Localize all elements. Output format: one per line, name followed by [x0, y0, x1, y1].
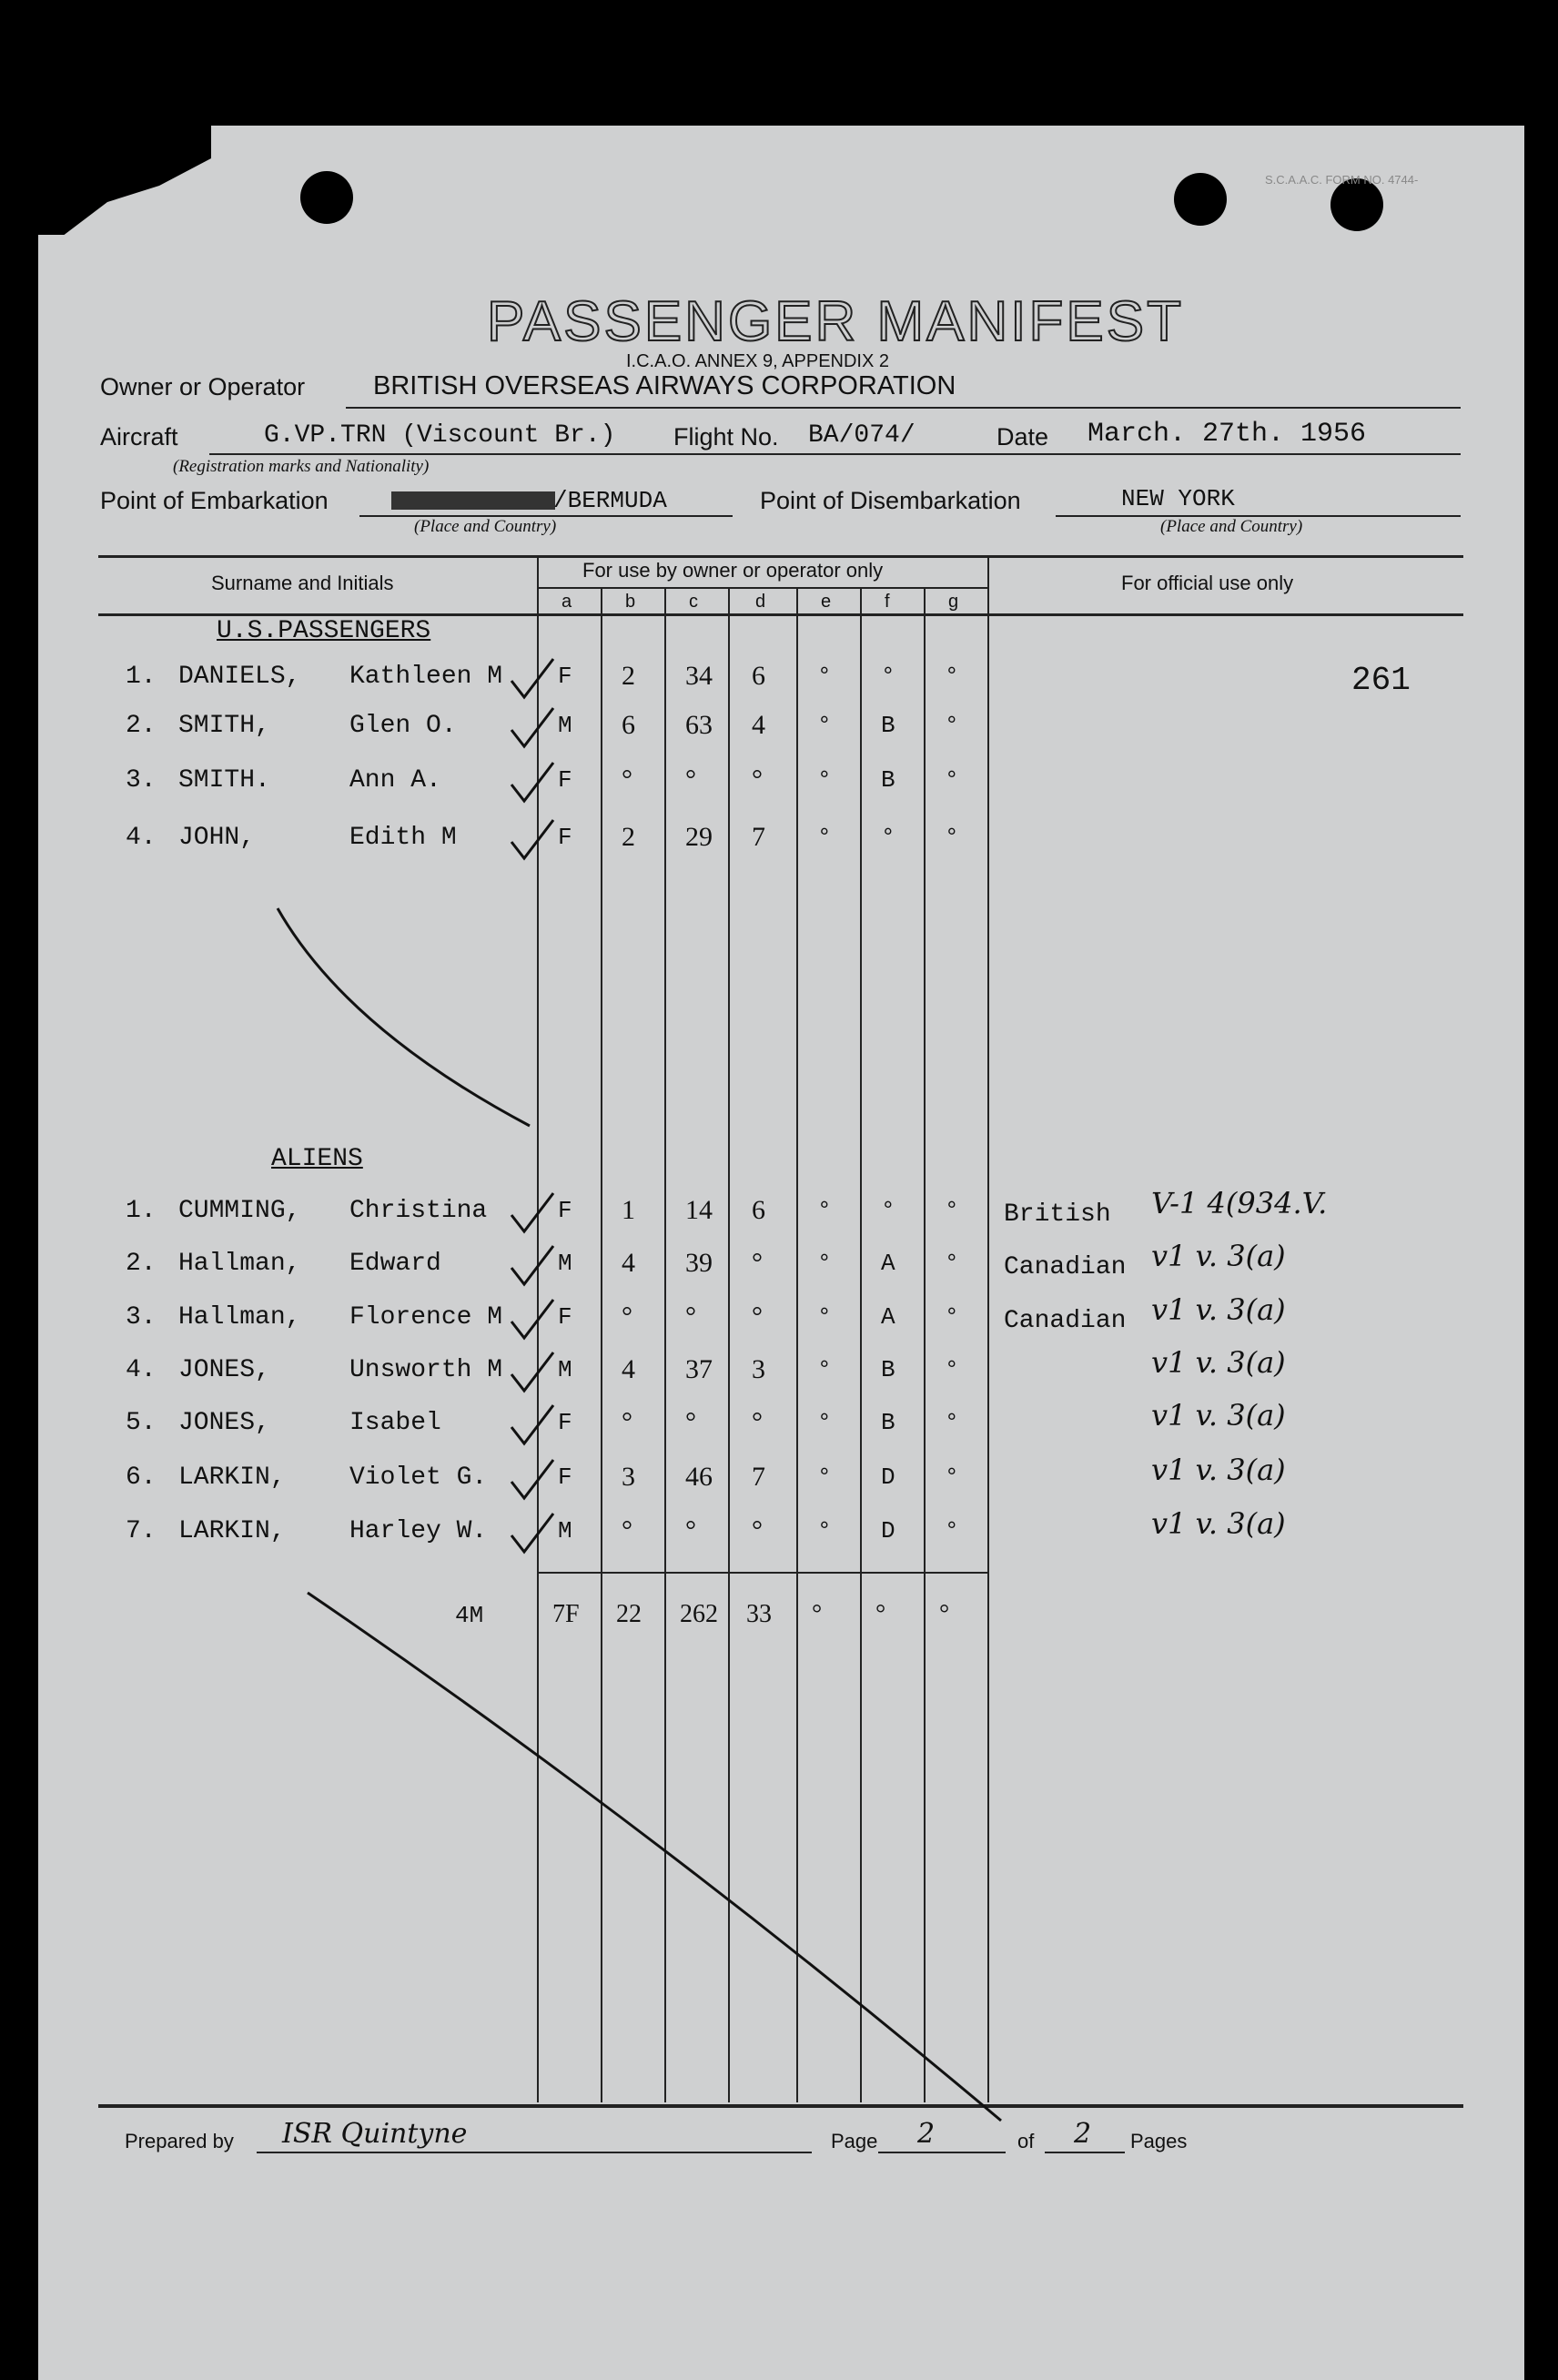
owner-label: Owner or Operator — [100, 373, 306, 400]
strike-line-top — [278, 908, 530, 1126]
cell-a: F — [558, 766, 572, 794]
row-number: 3. — [126, 1303, 157, 1332]
cell-a: M — [558, 1517, 572, 1544]
row-number: 2. — [126, 712, 157, 740]
cell-e: ° — [817, 1517, 832, 1544]
cell-c: ° — [685, 1301, 696, 1332]
prepared-label: Prepared by — [125, 2130, 234, 2152]
official-handwritten-note: V-1 4(934.V. — [1151, 1186, 1328, 1220]
form-number: S.C.A.A.C. FORM NO. 4744- — [1265, 173, 1419, 187]
row-number: 1. — [126, 1197, 157, 1225]
page-label: Page — [831, 2130, 878, 2152]
subcol-letter-g: g — [948, 592, 959, 612]
passenger-surname: CUMMING, — [178, 1197, 301, 1225]
cell-d: 4 — [752, 710, 765, 740]
cell-b: 1 — [622, 1195, 635, 1225]
cell-c: ° — [685, 1407, 696, 1437]
cell-g: ° — [945, 1409, 959, 1436]
cell-e: ° — [817, 1463, 832, 1491]
cell-f: D — [881, 1463, 895, 1491]
passenger-given-name: Christina — [349, 1197, 488, 1225]
cell-b: 6 — [622, 710, 635, 740]
cell-g: ° — [945, 1197, 959, 1224]
subcol-letter-c: c — [689, 592, 698, 612]
passenger-surname: SMITH, — [178, 712, 270, 740]
cell-e: ° — [817, 1409, 832, 1436]
cell-c: 63 — [685, 710, 713, 740]
col-header-owner: For use by owner or operator only — [582, 559, 884, 582]
cell-a: F — [558, 824, 572, 851]
page-underline — [878, 2152, 1006, 2153]
cell-b: ° — [622, 1301, 632, 1332]
cell-b: 4 — [622, 1248, 635, 1278]
passenger-surname: Hallman, — [178, 1250, 301, 1278]
disembarkation-value: NEW YORK — [1121, 485, 1235, 512]
cell-a: M — [558, 712, 572, 739]
cell-g: ° — [945, 1356, 959, 1383]
cell-g: ° — [945, 712, 959, 739]
cell-g: ° — [945, 1517, 959, 1544]
cell-f: ° — [881, 663, 895, 690]
cell-g: ° — [945, 1303, 959, 1331]
subcol-letter-e: e — [821, 592, 832, 612]
disembarkation-note: (Place and Country) — [1160, 517, 1303, 536]
totals-cell-b: 22 — [616, 1600, 642, 1628]
pages-label: Pages — [1130, 2130, 1188, 2152]
passenger-surname: Hallman, — [178, 1303, 301, 1332]
cell-d: ° — [752, 1407, 763, 1437]
passenger-surname: LARKIN, — [178, 1517, 286, 1545]
cell-f: A — [881, 1250, 895, 1277]
cell-g: ° — [945, 663, 959, 690]
aliens-section-heading: ALIENS — [271, 1145, 363, 1173]
date-value: March. 27th. 1956 — [1088, 419, 1367, 450]
row-number: 4. — [126, 1356, 157, 1384]
subcol-letter-a: a — [561, 592, 572, 612]
cell-e: ° — [817, 766, 832, 794]
cell-e: ° — [817, 1250, 832, 1277]
cell-e: ° — [817, 1197, 832, 1224]
cell-d: 6 — [752, 661, 765, 691]
cell-f: B — [881, 1356, 895, 1383]
us-section-heading: U.S.PASSENGERS — [217, 617, 431, 645]
cell-f: A — [881, 1303, 895, 1331]
cell-d: 3 — [752, 1354, 765, 1384]
nationality: Canadian — [1004, 1307, 1127, 1335]
cell-c: ° — [685, 1515, 696, 1545]
cell-b: ° — [622, 1515, 632, 1545]
cell-e: ° — [817, 712, 832, 739]
totals-cell-a: 7F — [552, 1600, 580, 1628]
passenger-given-name: Ann A. — [349, 766, 441, 795]
cell-a: F — [558, 663, 572, 690]
passenger-surname: SMITH. — [178, 766, 270, 795]
cell-a: F — [558, 1303, 572, 1331]
row-number: 1. — [126, 663, 157, 691]
passenger-surname: JONES, — [178, 1356, 270, 1384]
aircraft-value: G.VP.TRN (Viscount Br.) — [264, 421, 616, 450]
cell-d: 6 — [752, 1195, 765, 1225]
official-handwritten-note: v1 v. 3(a) — [1151, 1292, 1286, 1327]
prepared-underline — [257, 2152, 812, 2153]
flight-label: Flight No. — [673, 423, 779, 451]
document-title: PASSENGER MANIFEST — [487, 290, 1184, 353]
flight-value: BA/074/ — [808, 421, 916, 450]
totals-cell-c: 262 — [680, 1600, 718, 1628]
passenger-given-name: Glen O. — [349, 712, 457, 740]
passenger-given-name: Edith M — [349, 824, 457, 852]
subcol-letter-d: d — [755, 592, 766, 612]
document-subtitle: I.C.A.O. ANNEX 9, APPENDIX 2 — [626, 351, 889, 371]
embarkation-note: (Place and Country) — [414, 517, 557, 536]
cell-c: 39 — [685, 1248, 713, 1278]
row-number: 4. — [126, 824, 157, 852]
cell-b: 4 — [622, 1354, 635, 1384]
cell-b: 3 — [622, 1462, 635, 1492]
passenger-given-name: Edward — [349, 1250, 441, 1278]
cell-e: ° — [817, 1356, 832, 1383]
cell-b: ° — [622, 765, 632, 795]
col-header-official: For official use only — [1121, 572, 1294, 594]
official-handwritten-note: v1 v. 3(a) — [1151, 1239, 1286, 1273]
cell-f: D — [881, 1517, 895, 1544]
cell-e: ° — [817, 663, 832, 690]
strike-line-bottom — [308, 1593, 1001, 2121]
disembarkation-label: Point of Disembarkation — [760, 487, 1021, 514]
passenger-given-name: Unsworth M — [349, 1356, 503, 1384]
prepared-signature: ISR Quintyne — [282, 2118, 468, 2150]
cell-d: ° — [752, 765, 763, 795]
cell-f: ° — [881, 1197, 895, 1224]
totals-cell-f: ° — [875, 1600, 886, 1628]
cell-f: B — [881, 1409, 895, 1436]
registration-note: (Registration marks and Nationality) — [173, 457, 430, 476]
cell-a: M — [558, 1250, 572, 1277]
of-value: 2 — [1074, 2118, 1092, 2150]
row-number: 7. — [126, 1517, 157, 1545]
passenger-given-name: Isabel — [349, 1409, 441, 1437]
totals-cell-e: ° — [812, 1600, 823, 1628]
owner-value: BRITISH OVERSEAS AIRWAYS CORPORATION — [373, 371, 956, 400]
cell-d: ° — [752, 1248, 763, 1278]
cell-b: ° — [622, 1407, 632, 1437]
cell-a: F — [558, 1197, 572, 1224]
nationality: Canadian — [1004, 1253, 1127, 1281]
nationality: British — [1004, 1200, 1111, 1229]
cell-f: B — [881, 766, 895, 794]
cell-a: F — [558, 1463, 572, 1491]
row-number: 6. — [126, 1463, 157, 1492]
totals-cell-d: 33 — [746, 1600, 772, 1628]
cell-g: ° — [945, 1250, 959, 1277]
passenger-surname: JOHN, — [178, 824, 256, 852]
date-label: Date — [997, 423, 1049, 451]
cell-c: 46 — [685, 1462, 713, 1492]
cell-a: F — [558, 1409, 572, 1436]
passenger-surname: LARKIN, — [178, 1463, 286, 1492]
subcol-letter-f: f — [885, 592, 890, 612]
totals-cell-g: ° — [939, 1600, 950, 1628]
cell-f: ° — [881, 824, 895, 851]
cell-g: ° — [945, 766, 959, 794]
cell-c: 29 — [685, 822, 713, 852]
page-value: 2 — [917, 2118, 936, 2150]
official-handwritten-note: v1 v. 3(a) — [1151, 1506, 1286, 1541]
cell-e: ° — [817, 824, 832, 851]
col-header-name: Surname and Initials — [211, 572, 394, 594]
cell-d: ° — [752, 1301, 763, 1332]
cell-c: 34 — [685, 661, 713, 691]
cell-a: M — [558, 1356, 572, 1383]
passenger-given-name: Kathleen M — [349, 663, 503, 691]
cell-d: 7 — [752, 822, 765, 852]
official-handwritten-note: v1 v. 3(a) — [1151, 1398, 1286, 1433]
of-label: of — [1017, 2130, 1035, 2152]
passenger-given-name: Harley W. — [349, 1517, 488, 1545]
passenger-surname: DANIELS, — [178, 663, 301, 691]
cell-g: ° — [945, 824, 959, 851]
cell-b: 2 — [622, 661, 635, 691]
official-handwritten-note: v1 v. 3(a) — [1151, 1345, 1286, 1380]
cell-f: B — [881, 712, 895, 739]
passenger-given-name: Violet G. — [349, 1463, 488, 1492]
cell-g: ° — [945, 1463, 959, 1491]
cell-c: 37 — [685, 1354, 713, 1384]
cell-c: 14 — [685, 1195, 713, 1225]
cell-c: ° — [685, 765, 696, 795]
row-number: 2. — [126, 1250, 157, 1278]
row-number: 3. — [126, 766, 157, 795]
official-handwritten-note: v1 v. 3(a) — [1151, 1453, 1286, 1487]
cell-d: ° — [752, 1515, 763, 1545]
aircraft-label: Aircraft — [100, 423, 178, 451]
of-underline — [1045, 2152, 1125, 2153]
totals-label: 4M — [455, 1602, 484, 1629]
passenger-given-name: Florence M — [349, 1303, 503, 1332]
row-number: 5. — [126, 1409, 157, 1437]
embarkation-label: Point of Embarkation — [100, 487, 329, 514]
embarkation-value: /BERMUDA — [553, 487, 667, 514]
cell-d: 7 — [752, 1462, 765, 1492]
passenger-surname: JONES, — [178, 1409, 270, 1437]
official-number: 261 — [1351, 662, 1411, 699]
cell-b: 2 — [622, 822, 635, 852]
subcol-letter-b: b — [625, 592, 636, 612]
cell-e: ° — [817, 1303, 832, 1331]
